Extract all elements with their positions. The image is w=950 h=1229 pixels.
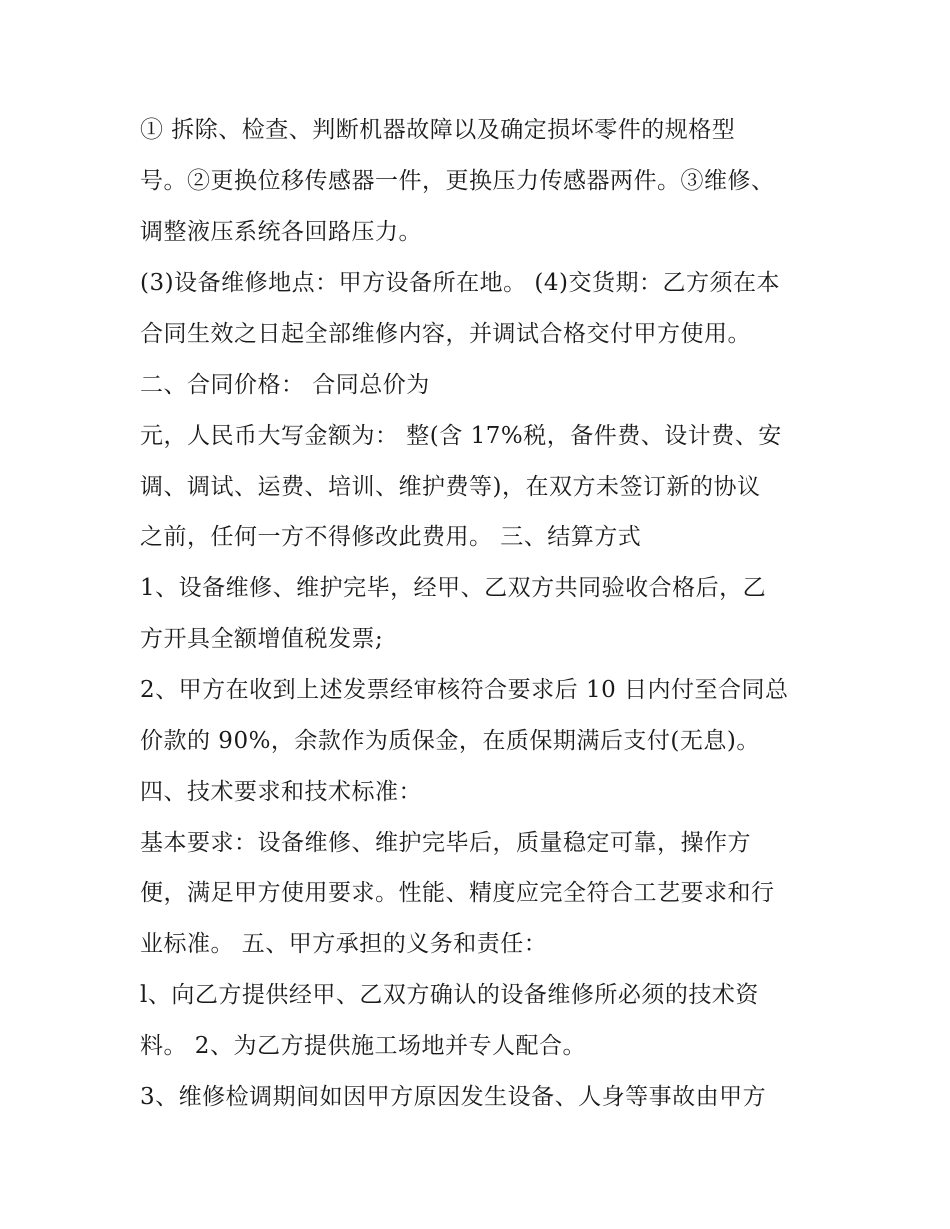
text-line: l、向乙方提供经甲、乙双方确认的设备维修所必须的技术资 xyxy=(140,982,759,1008)
text-line: 之前，任何一方不得修改此费用。 三、结算方式 xyxy=(140,524,642,550)
text-line: 元，人民币大写金额为： 整(含 17%税，备件费、设计费、安 xyxy=(140,423,782,449)
text-line: 号。②更换位移传感器一件，更换压力传感器两件。③维修、 xyxy=(140,168,775,194)
text-line: 方开具全额增值税发票; xyxy=(140,626,384,652)
text-line: 基本要求：设备维修、维护完毕后，质量稳定可靠，操作方 xyxy=(140,830,751,856)
text-line: 业标准。 五、甲方承担的义务和责任： xyxy=(140,931,548,957)
text-line: 调、调试、运费、培训、维护费等)，在双方未签订新的协议 xyxy=(140,474,761,500)
text-line: 便，满足甲方使用要求。性能、精度应完全符合工艺要求和行 xyxy=(140,880,775,906)
text-line: (3)设备维修地点：甲方设备所在地。 (4)交货期：乙方须在本 xyxy=(140,270,780,296)
section-heading-technical-requirements: 四、技术要求和技术标准： xyxy=(140,779,422,805)
text-line: 3、维修检调期间如因甲方原因发生设备、人身等事故由甲方 xyxy=(140,1084,767,1110)
text-line: 合同生效之日起全部维修内容，并调试合格交付甲方使用。 xyxy=(140,321,751,347)
text-line: ① 拆除、检查、判断机器故障以及确定损坏零件的规格型 xyxy=(140,117,736,143)
section-heading-contract-price: 二、合同价格： 合同总价为 xyxy=(140,372,430,398)
text-line: 料。 2、为乙方提供施工场地并专人配合。 xyxy=(140,1033,586,1059)
text-line: 调整液压系统各回路压力。 xyxy=(140,219,422,245)
text-line: 1、设备维修、维护完毕，经甲、乙双方共同验收合格后，乙 xyxy=(140,575,767,601)
text-line: 2、甲方在收到上述发票经审核符合要求后 10 日内付至合同总 xyxy=(140,677,789,703)
text-line: 价款的 90%，余款作为质保金，在质保期满后支付(无息)。 xyxy=(140,728,760,754)
